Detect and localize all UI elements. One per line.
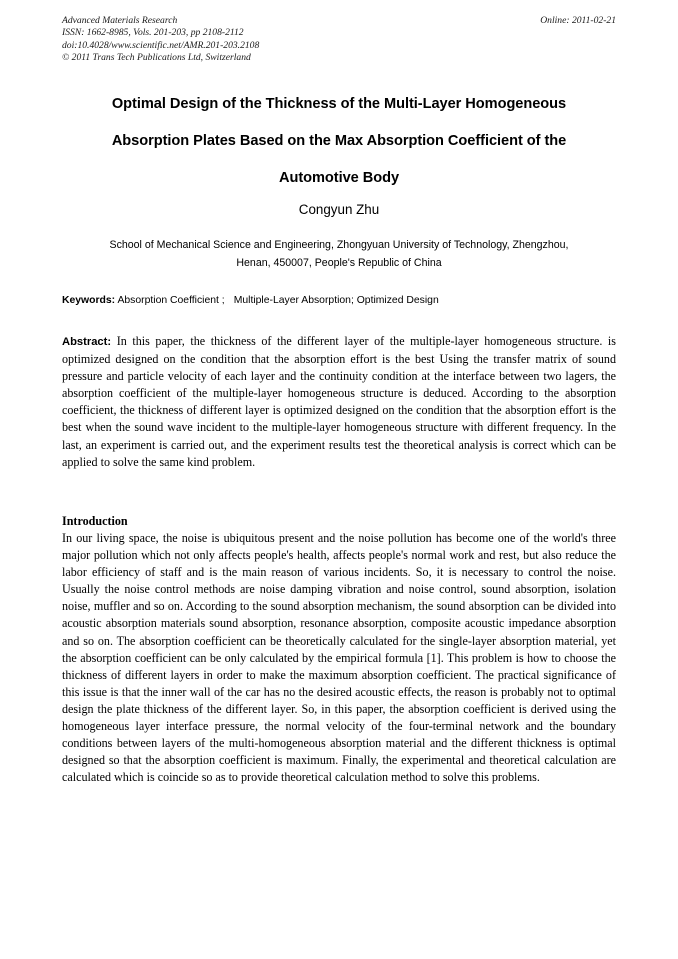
keywords-rest: Multiple-Layer Absorption; Optimized Design xyxy=(233,295,439,306)
introduction-body: In our living space, the noise is ubiquitous present and the noise pollution has become one of the world's three major pollution which not only affects people's health, affects people's normal work and rest, but also reduce the labor efficiency of staff and is the main reason of various incidents. So, it is necessary to control the noise. Usually the noise control methods are noise damping vibration and noise control, sound absorption, isolation noise, muffler and so on. According to the sound absorption mechanism, the sound absorption can be divided into acoustic absorption materials sound absorption, resonance absorption, composite acoustic impedance absorption and so on. The absorption coefficient can be theoretically calculated for the single-layer absorption material, yet the absorption coefficient can be only calculated by the empirical formula [1]. This problem is how to choose the thickness of different layers in order to make the maximum absorption coefficient. The practical significance of this issue is that the inner wall of the car has no the desired acoustic effects, the reason is probably not to optimal design the plate thickness of the different layer. So, in this paper, the absorption coefficient is derived using the homogeneous layer interface pressure, the normal velocity of the four-terminal network and the boundary conditions between layers of the multi-homogeneous absorption material and the different thickness is optimal designed so that the absorption coefficient is maximum. Finally, the experimental and theoretical calculation are calculated which is coincide so as to provide theoretical calculation method to solve this problems. xyxy=(62,531,616,785)
author-affiliation xyxy=(56,236,622,272)
abstract-text: In this paper, the thickness of the different layer of the multiple-layer homogeneous structure. is optimized designed on the condition that the absorption effort is the best Using the transfer matrix of sound pressure and particle velocity of each layer and the continuity condition at the interface between two lagers, the absorption coefficient of the multiple-layer homogeneous structure is deduced. According to the absorption coefficient, the thickness of different layer is optimized designed on the condition that the absorption effort is the best when the sound wave incident to the multiple-layer homogeneous structure with different frequency. In the last, an experiment is carried out, and the experiment results test the theoretical analysis is correct which can be applied to solve the same kind problem. xyxy=(62,334,616,469)
abstract-label: Abstract: xyxy=(62,336,112,348)
introduction-heading: Introduction xyxy=(62,514,128,528)
title-line-3: Automotive Body xyxy=(278,170,400,186)
journal-header-left xyxy=(62,15,259,64)
online-date: Online: 2011-02-21 xyxy=(540,15,616,26)
keywords-label: Keywords: xyxy=(62,295,116,306)
journal-header xyxy=(62,15,616,73)
keywords-line xyxy=(62,294,622,308)
journal-name: Advanced Materials Research xyxy=(62,15,178,26)
journal-copyright: © 2011 Trans Tech Publications Ltd, Switzerland xyxy=(62,51,251,63)
author-name: Congyun Zhu xyxy=(298,202,380,217)
introduction-section xyxy=(62,513,616,786)
title-line-1: Optimal Design of the Thickness of the Multi-Layer Homogeneous xyxy=(111,96,567,112)
journal-issn: ISSN: 1662-8985, Vols. 201-203, pp 2108-2112 xyxy=(62,27,244,39)
page-title xyxy=(62,86,616,197)
affiliation-line-1: School of Mechanical Science and Engineering, Zhongyuan University of Technology, Zhengzhou, xyxy=(109,239,569,251)
abstract-paragraph xyxy=(62,333,616,471)
affiliation-line-2: Henan, 450007, People's Republic of China xyxy=(236,257,442,269)
journal-doi: doi:10.4028/www.scientific.net/AMR.201-203.2108 xyxy=(62,39,260,51)
keywords-first: Absorption Coefficient ; xyxy=(117,295,225,306)
title-line-2: Absorption Plates Based on the Max Absorption Coefficient of the xyxy=(111,133,567,149)
